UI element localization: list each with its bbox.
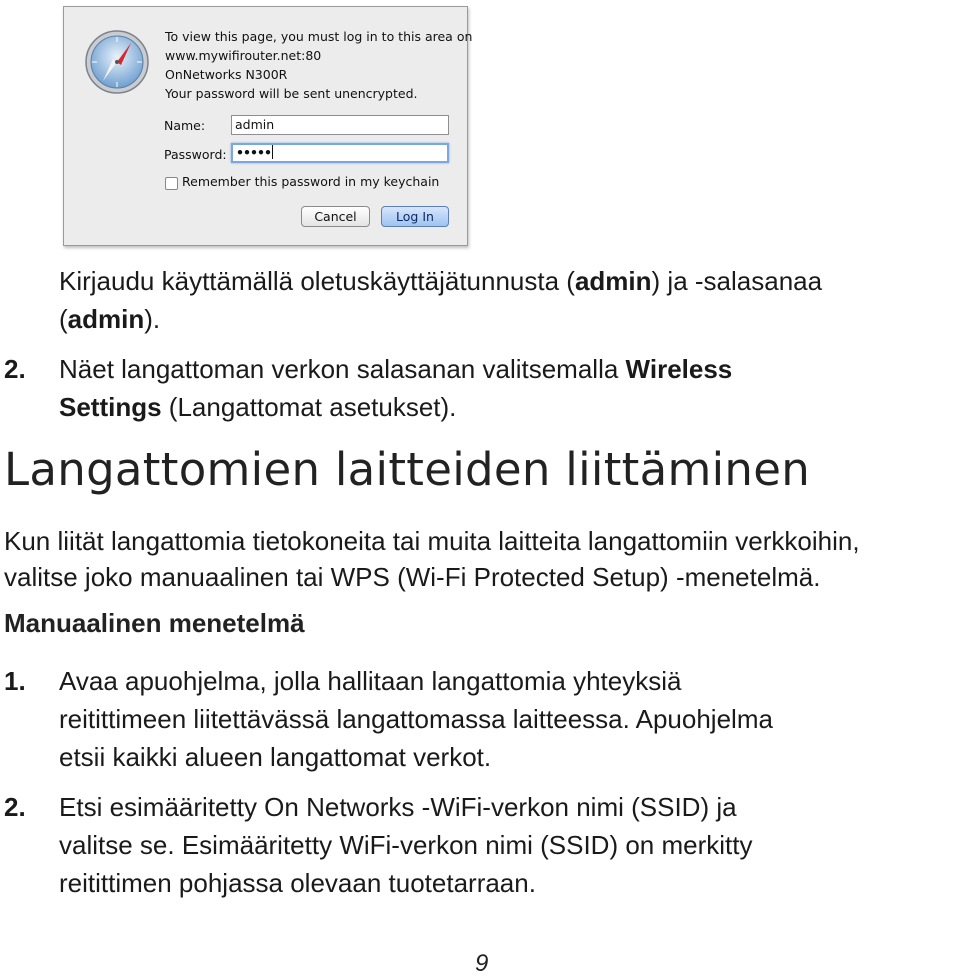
step-wireless-settings	[4, 350, 944, 426]
login-instruction-line	[59, 300, 822, 338]
text-run: (	[59, 304, 68, 334]
subheading-manual-method: Manuaalinen menetelmä	[4, 608, 305, 638]
step-text	[59, 350, 944, 426]
dialog-message-line: To view this page, you must log in to this area on	[165, 29, 473, 44]
step-number: 2.	[4, 792, 26, 822]
step-text-line: etsii kaikki alueen langattomat verkot.	[59, 742, 492, 772]
text-run: ) ja -salasanaa	[651, 266, 823, 296]
step-text-line: reitittimen pohjassa olevaan tuotetarraan.	[59, 868, 536, 898]
step-number: 2.	[4, 354, 26, 384]
login-instruction-line	[59, 262, 822, 300]
intro-line: Kun liität langattomia tietokoneita tai muita laitteita langattomiin verkkoihin,	[4, 526, 860, 556]
text-run: ).	[144, 304, 161, 334]
bold-settings: Settings	[59, 392, 162, 422]
text-run: Kirjaudu käyttämällä oletuskäyttäjätunnusta (	[59, 266, 575, 296]
log-in-button[interactable]: Log In	[381, 206, 449, 227]
password-input-value: •••••	[236, 145, 271, 160]
step-text-line: reitittimeen liitettävässä langattomassa laitteessa. Apuohjelma	[59, 704, 773, 734]
step-text	[59, 662, 954, 776]
section-heading: Langattomien laitteiden liittäminen	[4, 443, 811, 496]
step-2	[4, 788, 954, 902]
step-text-line	[59, 388, 944, 426]
login-instruction	[59, 262, 822, 338]
remember-password-label[interactable]: Remember this password in my keychain	[182, 174, 440, 189]
name-label: Name:	[164, 118, 206, 133]
text-run: Näet langattoman verkon salasanan valitsemalla	[59, 354, 626, 384]
step-text-line: Avaa apuohjelma, jolla hallitaan langattomia yhteyksiä	[59, 666, 682, 696]
remember-password-checkbox[interactable]	[165, 177, 178, 190]
safari-compass-icon	[84, 29, 150, 95]
page-number: 9	[475, 950, 489, 977]
text-caret	[272, 145, 273, 159]
dialog-message	[165, 27, 473, 103]
step-text-line	[59, 350, 944, 388]
password-label: Password:	[164, 147, 227, 162]
login-dialog-screenshot	[63, 6, 473, 246]
bold-password: admin	[67, 304, 145, 334]
text-run: (Langattomat asetukset).	[161, 392, 457, 422]
dialog-message-line: www.mywifirouter.net:80	[165, 48, 322, 63]
step-number: 1.	[4, 666, 26, 696]
section-intro	[4, 523, 860, 595]
bold-username: admin	[574, 266, 652, 296]
intro-line: valitse joko manuaalinen tai WPS (Wi-Fi Protected Setup) -menetelmä.	[4, 562, 821, 592]
bold-wireless: Wireless	[625, 354, 733, 384]
cancel-button[interactable]: Cancel	[301, 206, 370, 227]
password-input[interactable]	[231, 143, 449, 163]
name-input-value: admin	[235, 117, 275, 132]
dialog-message-line: Your password will be sent unencrypted.	[165, 86, 418, 101]
step-text-line: valitse se. Esimääritetty WiFi-verkon nimi (SSID) on merkitty	[59, 830, 753, 860]
step-text-line: Etsi esimääritetty On Networks -WiFi-verkon nimi (SSID) ja	[59, 792, 737, 822]
name-input[interactable]	[231, 115, 449, 135]
dialog-message-line: OnNetworks N300R	[165, 67, 288, 82]
step-text	[59, 788, 954, 902]
step-1	[4, 662, 954, 776]
